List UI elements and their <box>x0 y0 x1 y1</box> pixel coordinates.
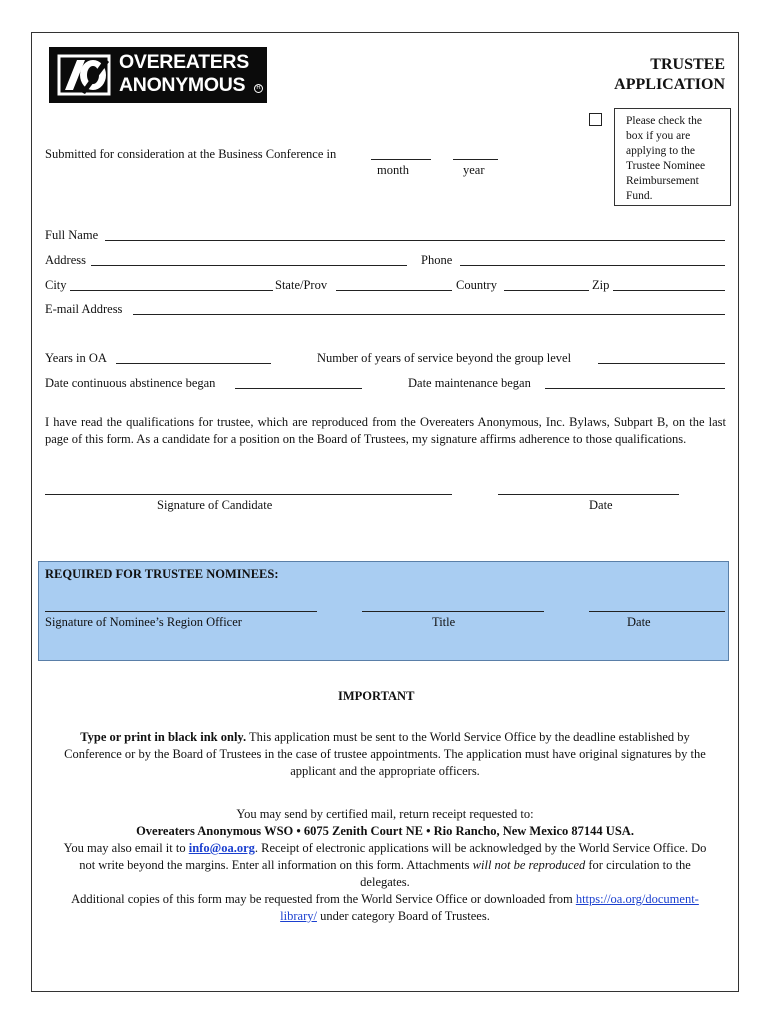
email-label: E-mail Address <box>45 302 123 316</box>
years-in-oa-label: Years in OA <box>45 351 107 365</box>
years-service-label: Number of years of service beyond the group level <box>317 351 572 365</box>
officer-date-label: Date <box>627 615 651 629</box>
reimbursement-checkbox[interactable] <box>589 113 602 126</box>
candidate-signature-label: Signature of Candidate <box>157 498 273 512</box>
registered-mark: R <box>254 84 263 93</box>
nominee-heading: REQUIRED FOR TRUSTEE NOMINEES: <box>45 567 279 581</box>
mail-intro: You may send by certified mail, return receipt requested to: <box>236 807 534 821</box>
full-name-label: Full Name <box>45 228 99 242</box>
country-field[interactable] <box>504 290 589 291</box>
address-label: Address <box>45 253 86 267</box>
year-field[interactable] <box>453 159 498 160</box>
abstinence-field[interactable] <box>235 388 362 389</box>
country-label: Country <box>456 278 497 292</box>
candidate-date-label: Date <box>589 498 613 512</box>
maintenance-label: Date maintenance began <box>408 376 531 390</box>
address-field[interactable] <box>91 265 407 266</box>
phone-field[interactable] <box>460 265 725 266</box>
title-line-1: TRUSTEE <box>650 56 725 73</box>
years-in-oa-field[interactable] <box>116 363 271 364</box>
city-field[interactable] <box>70 290 273 291</box>
zip-label: Zip <box>592 278 610 292</box>
document-library-link[interactable]: https://oa.org/document-library/ <box>280 892 699 923</box>
title-line-2: APPLICATION <box>614 76 725 93</box>
logo-line-2: ANONYMOUS <box>119 74 246 96</box>
officer-date-field[interactable] <box>589 611 725 612</box>
mailing-info: You may send by certified mail, return receipt requested to: Overeaters Anonymous WSO • 6075 Zenith Court NE • Rio Rancho, New Mexico 87144 USA. You may also email it to info@oa.org. Receipt of electronic applications will be acknowledged by the World Service Office. Do not write beyond the margins. Enter all information on this form. Attachments will not be reproduced for circulation to the delegates. Additional copies of this form may be requested from the World Service Office or downloaded from https://oa.org/document-library/ under category Board of Trustees. <box>60 806 710 925</box>
city-label: City <box>45 278 67 292</box>
deadline-text: This application must be sent to the World Service Office by the deadline established by Conference or by the Board of Trustees in the case of trustee appointments. The application must have original signatures by the applicant and the appropriate officers. <box>64 730 706 778</box>
officer-title-field[interactable] <box>362 611 544 612</box>
reimbursement-note: Please check the box if you are applying to the Trustee Nominee Reimbursement Fund. <box>614 108 731 206</box>
wso-address: Overeaters Anonymous WSO • 6075 Zenith Court NE • Rio Rancho, New Mexico 87144 USA <box>136 824 631 838</box>
candidate-date-field[interactable] <box>498 494 679 495</box>
zip-field[interactable] <box>613 290 725 291</box>
years-service-field[interactable] <box>598 363 725 364</box>
officer-signature-field[interactable] <box>45 611 317 612</box>
email-link[interactable]: info@oa.org <box>188 841 255 855</box>
phone-label: Phone <box>421 253 453 267</box>
oa-logo <box>49 47 267 103</box>
email-intro: You may also email it to <box>63 841 189 855</box>
officer-signature-label: Signature of Nominee’s Region Officer <box>45 615 242 629</box>
full-name-field[interactable] <box>105 240 725 241</box>
important-heading: IMPORTANT <box>338 689 415 703</box>
logo-line-1: OVEREATERS <box>119 51 249 73</box>
oa-logo-icon <box>55 52 113 98</box>
category-text: under category Board of Trustees. <box>316 909 490 923</box>
not-reproduced-text: will not be reproduced <box>472 858 586 872</box>
month-field[interactable] <box>371 159 431 160</box>
circulation-text: for circulation to the delegates. <box>360 858 691 889</box>
qualifications-text: I have read the qualifications for trustee, which are reproduced from the Overeaters Anonymous, Inc. Bylaws, Subpart B, on the last page of this form. As a candidate for a position on the Board of Trustees, my signature affirms adherence to those qualifications. <box>45 415 726 446</box>
maintenance-field[interactable] <box>545 388 725 389</box>
candidate-signature-field[interactable] <box>45 494 452 495</box>
submitted-label: Submitted for consideration at the Business Conference in <box>45 147 337 161</box>
month-label: month <box>377 163 409 177</box>
page-title <box>614 55 725 95</box>
important-text <box>60 729 710 780</box>
abstinence-label: Date continuous abstinence began <box>45 376 216 390</box>
nominee-section <box>38 561 729 661</box>
state-field[interactable] <box>336 290 452 291</box>
year-label: year <box>463 163 485 177</box>
officer-title-label: Title <box>432 615 456 629</box>
black-ink-notice: Type or print in black ink only. <box>80 730 247 744</box>
state-label: State/Prov <box>275 278 328 292</box>
email-field[interactable] <box>133 314 725 315</box>
copies-text: Additional copies of this form may be requested from the World Service Office or downloaded from <box>71 892 573 906</box>
email-details: . Receipt of electronic applications will be acknowledged by the World Service Office. Do not write beyond the margins. Enter all information on this form. Attachments <box>79 841 707 872</box>
